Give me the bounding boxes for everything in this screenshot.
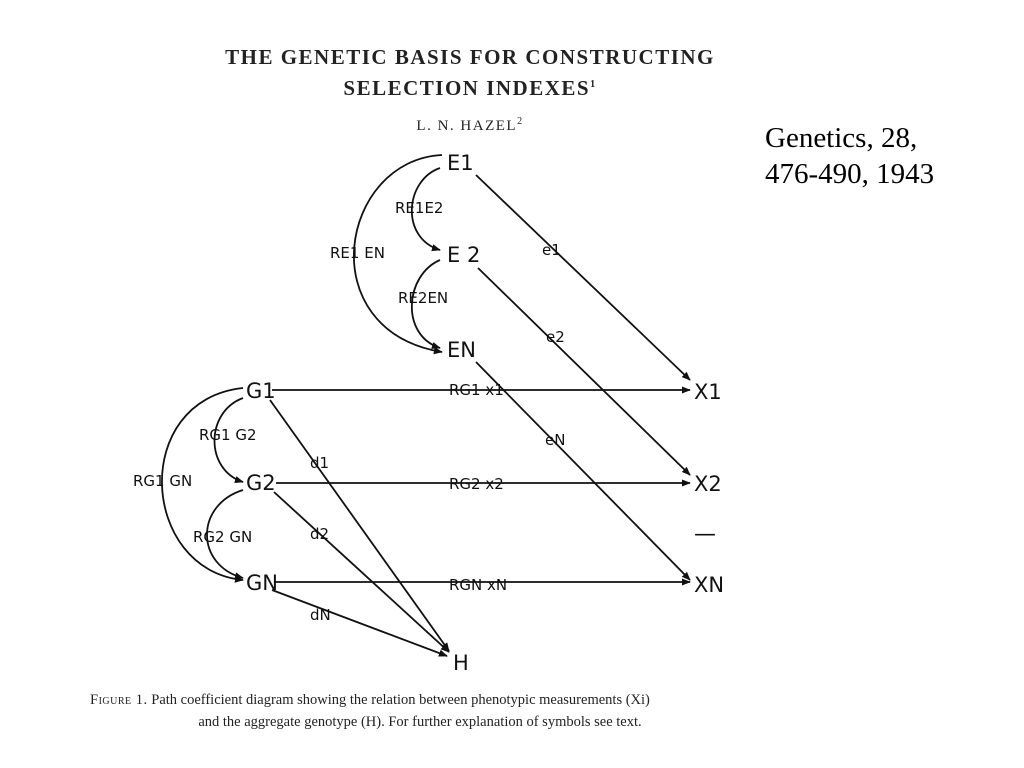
arrow-en-xn	[476, 362, 690, 580]
node-g1: G1	[246, 379, 276, 403]
label-dn: dN	[310, 606, 331, 624]
arrow-g2-h	[274, 492, 449, 652]
label-d1: d1	[310, 454, 330, 472]
label-d2: d2	[310, 525, 330, 543]
caption-line-2: and the aggregate genotype (H). For further explanation of symbols see text.	[198, 714, 642, 730]
label-r-e2-en: RE2EN	[398, 289, 449, 307]
label-r-g1-x1: RG1 x1	[449, 381, 504, 399]
label-r-gn-xn: RGN xN	[449, 576, 508, 594]
node-en: EN	[447, 338, 476, 362]
arrow-e1-x1	[476, 175, 690, 380]
citation-line-1: Genetics, 28,	[765, 122, 918, 154]
label-e2: e2	[546, 328, 565, 346]
node-e1: E1	[447, 151, 474, 175]
node-h: H	[453, 651, 469, 675]
label-r-g1-gn: RG1 GN	[133, 472, 193, 490]
node-gn: GN	[246, 571, 278, 595]
diagram-nodes	[246, 151, 724, 675]
arrow-gn-h	[272, 590, 447, 656]
node-x2: X2	[694, 472, 722, 496]
curved-correlation-arrows	[162, 155, 442, 580]
author-text: L. N. HAZEL	[416, 118, 518, 134]
arrow-e2-x2	[478, 268, 690, 475]
title-line-1: THE GENETIC BASIS FOR CONSTRUCTING	[225, 45, 715, 69]
label-en: eN	[545, 431, 566, 449]
node-g2: G2	[246, 471, 276, 495]
title-line-2-text: SELECTION INDEXES	[343, 76, 591, 100]
author-footnote-mark: 2	[517, 116, 524, 127]
caption-line-1: Path coefficient diagram showing the relation between phenotypic measurements (Xi)	[151, 692, 650, 708]
label-r-e1-en: RE1 EN	[330, 244, 385, 262]
label-ellipsis-dash: —	[694, 522, 716, 547]
node-xn: XN	[694, 573, 725, 597]
title-footnote-mark: 1	[590, 79, 597, 90]
label-r-g2-gn: RG2 GN	[193, 528, 253, 546]
node-e2: E 2	[447, 243, 481, 267]
label-r-e1-e2: RE1E2	[395, 199, 444, 217]
arrow-g1-h	[270, 400, 449, 651]
label-r-g1-g2: RG1 G2	[199, 426, 257, 444]
label-r-g2-x2: RG2 x2	[449, 475, 504, 493]
node-x1: X1	[694, 380, 722, 404]
caption-label: Figure 1.	[90, 692, 148, 708]
citation-line-2: 476-490, 1943	[765, 158, 935, 190]
diagram-labels	[133, 199, 716, 624]
figure-caption	[90, 689, 790, 733]
label-e1: e1	[542, 241, 561, 259]
